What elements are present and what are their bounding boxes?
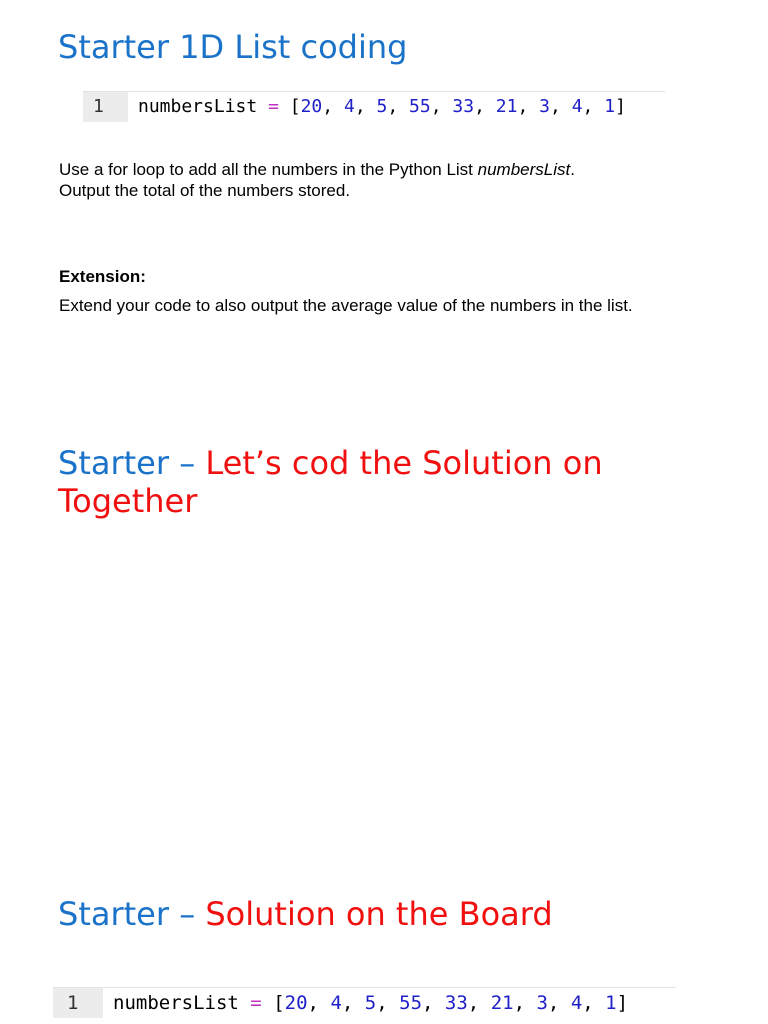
code-close-bracket: ]: [615, 96, 626, 117]
code-number-literal: 55: [409, 96, 431, 117]
code-number-literal: 4: [570, 992, 583, 1014]
code-number-literal: 1: [604, 96, 616, 117]
instructions-line1-prefix: Use a for loop to add all the numbers in the Python List: [59, 160, 478, 179]
code-number-literal: 33: [444, 992, 468, 1014]
code-number-literal: 20: [300, 96, 323, 117]
code-comma: ,: [376, 992, 400, 1014]
code-variable-name: numbersList: [113, 992, 239, 1014]
code-comma: ,: [550, 96, 572, 117]
code-number-literal: 21: [495, 96, 518, 117]
code-comma: ,: [582, 992, 606, 1014]
code-number-literal: 5: [364, 992, 377, 1014]
slide2-title-prefix: Starter –: [58, 444, 206, 482]
code-variable-name: numbersList: [138, 96, 258, 117]
instructions-list-name: numbersList: [477, 160, 571, 179]
code-close-bracket: ]: [616, 992, 629, 1014]
code-line: [128, 96, 626, 117]
code-number-literal: 4: [330, 992, 342, 1014]
code-assign-operator: =: [250, 992, 262, 1014]
code-number-literal: 1: [605, 992, 617, 1014]
slide2-title-highlight: Let’s cod the Solution on Together: [58, 444, 603, 520]
slide1-title: Starter 1D List coding: [58, 28, 408, 66]
code-number-literal: 3: [536, 992, 548, 1014]
slide3-title: [58, 895, 553, 933]
code-comma: ,: [422, 992, 445, 1014]
code-comma: ,: [582, 96, 605, 117]
code-comma: ,: [322, 96, 344, 117]
extension-label: Extension:: [59, 267, 146, 286]
code-line-number: 1: [53, 988, 103, 1018]
code-number-literal: 5: [376, 96, 388, 117]
code-line: [103, 992, 628, 1014]
code-comma: ,: [307, 992, 331, 1014]
slide2-title: [58, 444, 748, 520]
code-open-bracket: [: [273, 992, 285, 1014]
code-comma: ,: [430, 96, 453, 117]
code-number-literal: 20: [284, 992, 308, 1014]
code-comma: ,: [517, 96, 540, 117]
code-number-literal: 3: [539, 96, 550, 117]
slide3-title-prefix: Starter –: [58, 895, 206, 933]
code-comma: ,: [474, 96, 496, 117]
code-number-literal: 4: [343, 96, 355, 117]
instructions-paragraph: [59, 159, 575, 201]
code-number-literal: 55: [399, 992, 423, 1014]
slide3-title-highlight: Solution on the Board: [205, 895, 553, 933]
code-snippet-numbers-list: [83, 91, 665, 122]
code-comma: ,: [467, 992, 491, 1014]
code-comma: ,: [387, 96, 410, 117]
instructions-line1-suffix: .: [570, 160, 575, 179]
code-comma: ,: [341, 992, 365, 1014]
code-comma: ,: [547, 992, 571, 1014]
code-assign-operator: =: [268, 96, 279, 117]
code-number-literal: 33: [452, 96, 475, 117]
code-snippet-solution: [53, 987, 676, 1018]
code-number-literal: 4: [571, 96, 583, 117]
extension-text: Extend your code to also output the average value of the numbers in the list.: [59, 296, 633, 315]
code-comma: ,: [354, 96, 377, 117]
code-number-literal: 21: [490, 992, 514, 1014]
code-open-bracket: [: [289, 96, 301, 117]
code-comma: ,: [513, 992, 537, 1014]
instructions-line2: Output the total of the numbers stored.: [59, 181, 351, 200]
code-line-number: 1: [83, 92, 128, 122]
